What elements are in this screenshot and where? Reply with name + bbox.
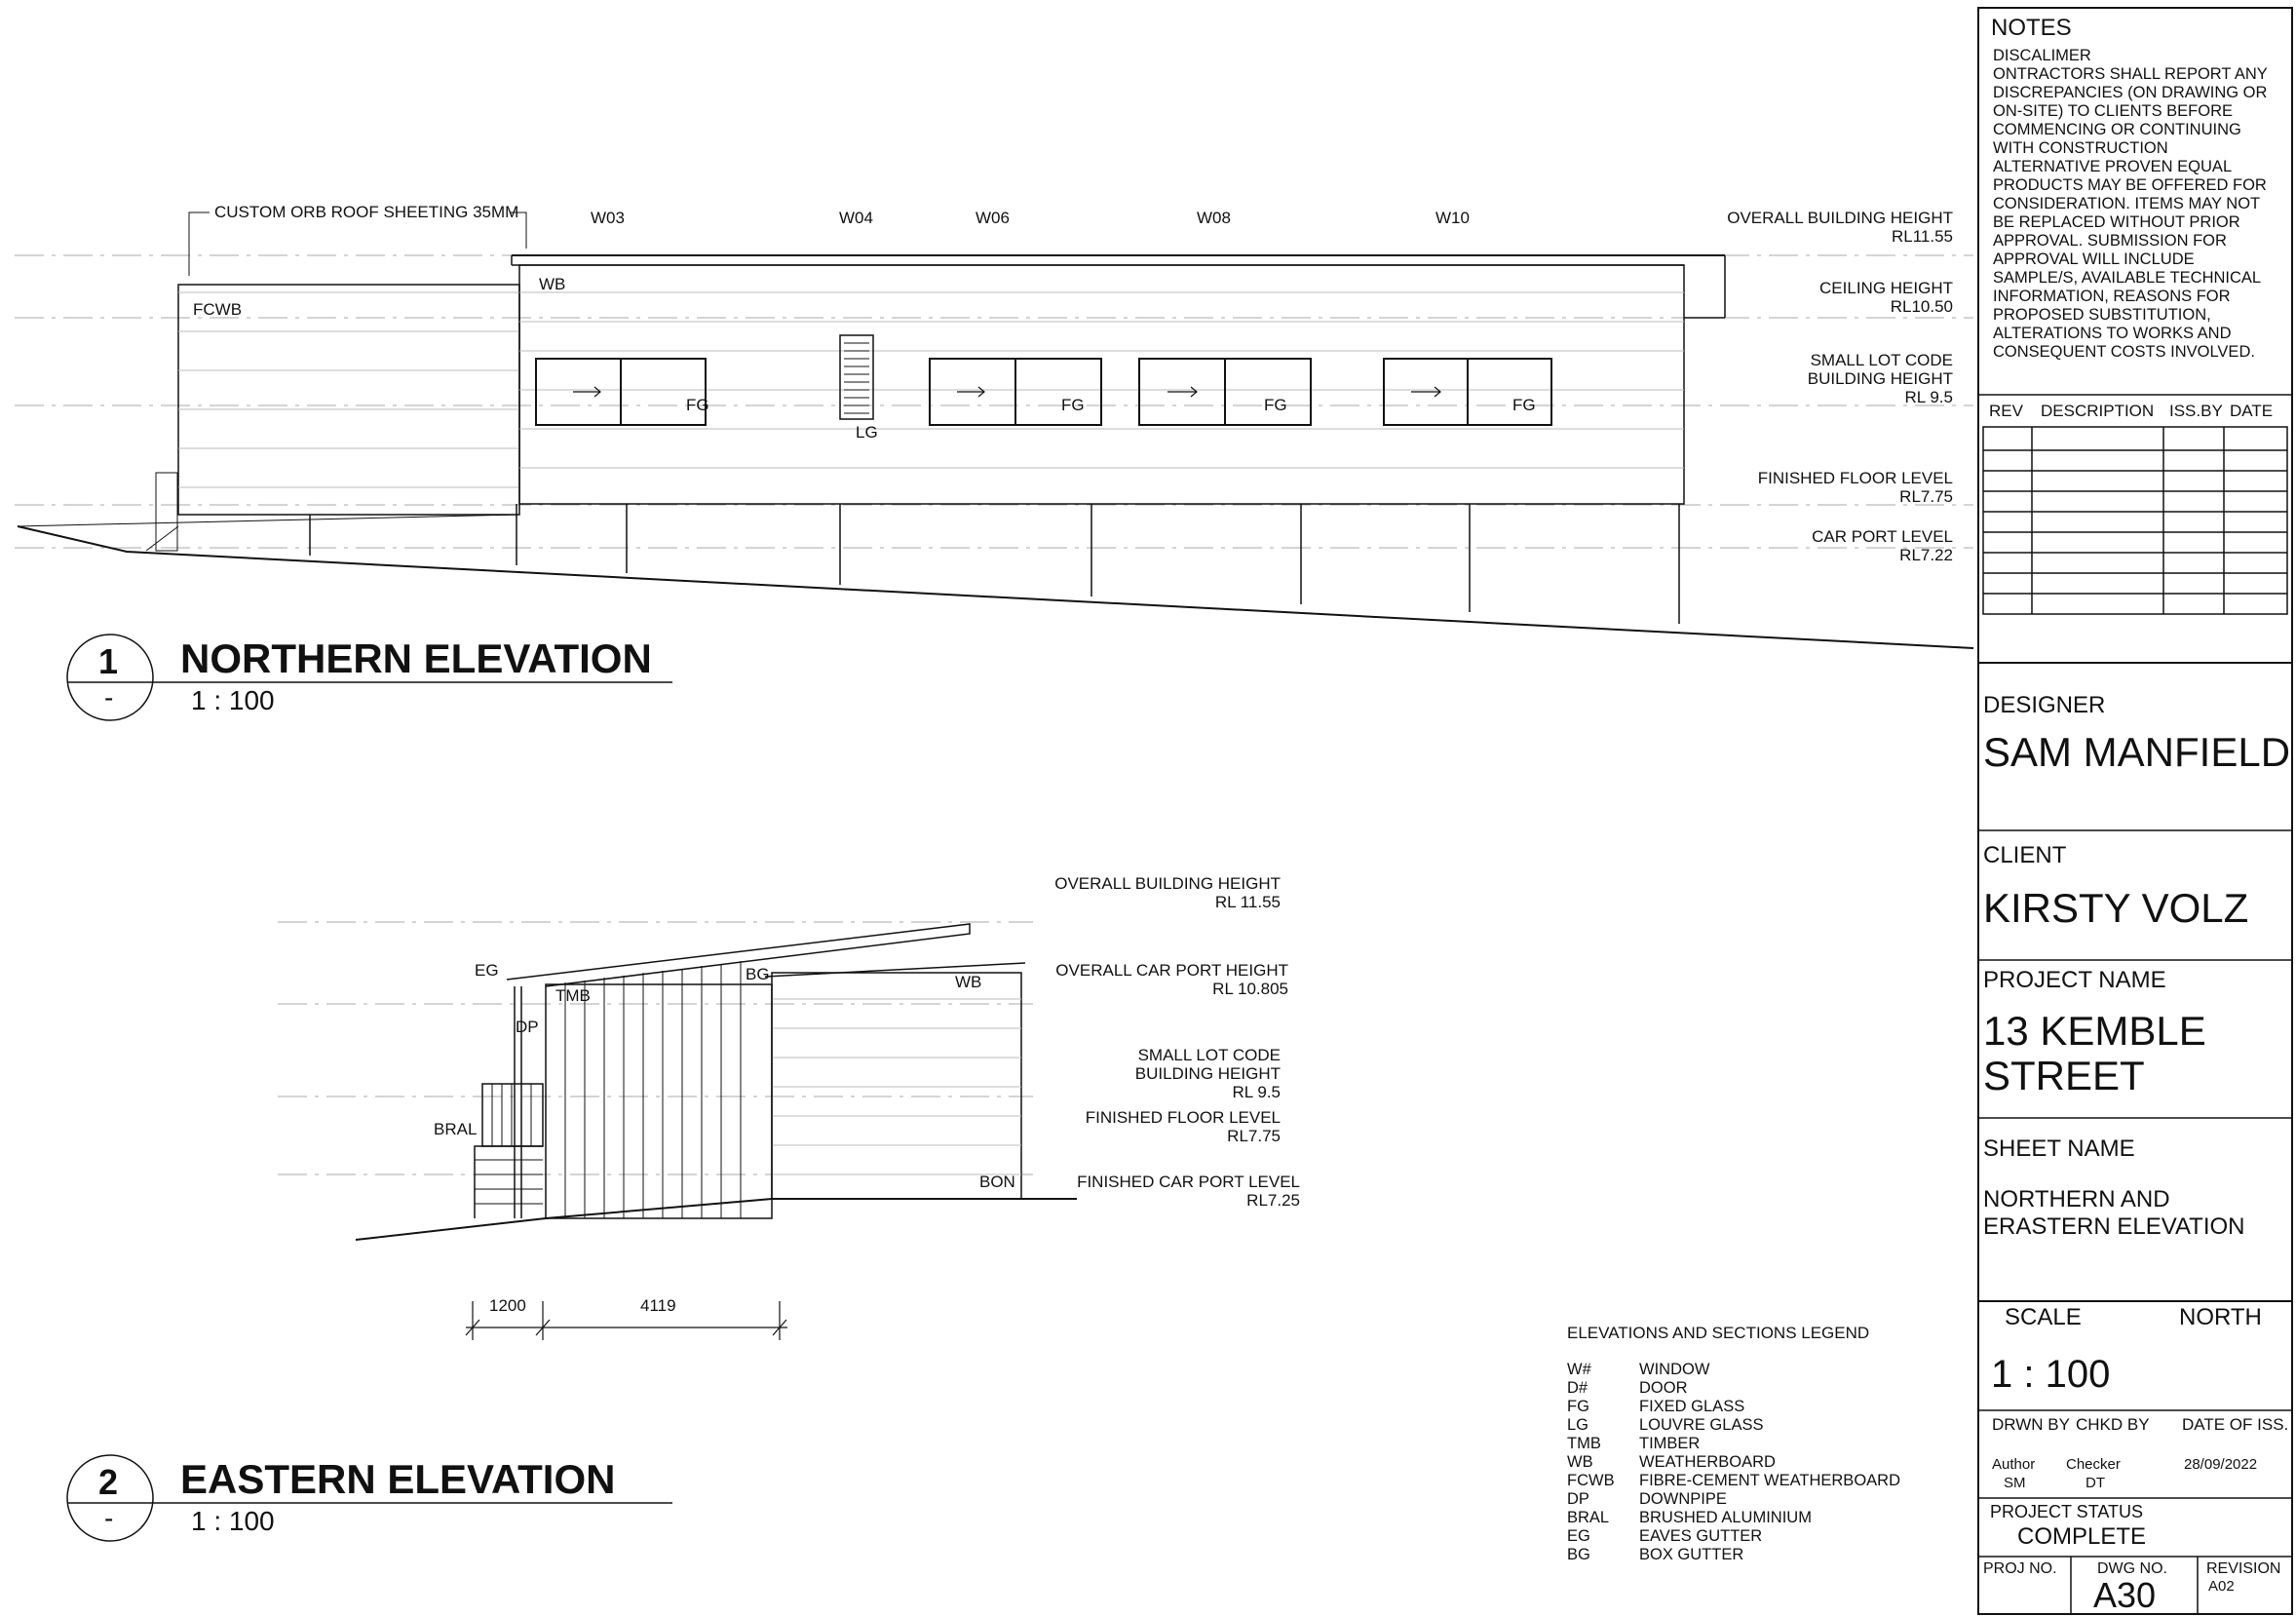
window-tag-w03: W03 (591, 209, 625, 227)
legend-desc: EAVES GUTTER (1639, 1527, 1763, 1545)
checked-by-name: Checker (2066, 1456, 2121, 1473)
tag-bon: BON (979, 1173, 1015, 1191)
elevation-1-scale: 1 : 100 (191, 685, 275, 715)
sheet-name-label: SHEET NAME (1983, 1135, 2135, 1162)
material-tag-fcwb: FCWB (193, 300, 243, 319)
window-tag-w04: W04 (839, 209, 873, 227)
level-small-lot-label-1: SMALL LOT CODE (1810, 351, 1953, 369)
level-ffl-label: FINISHED FLOOR LEVEL (1757, 469, 1953, 487)
east-level-small-lot-label-2: BUILDING HEIGHT (1134, 1064, 1281, 1083)
legend-item (1567, 1435, 1700, 1453)
drawn-by-initials: SM (2004, 1475, 2026, 1491)
client-name: KIRSTY VOLZ (1983, 885, 2249, 931)
elevation-1-title: NORTHERN ELEVATION (180, 635, 652, 681)
legend-desc: BRUSHED ALUMINIUM (1639, 1509, 1812, 1526)
level-overall-label: OVERALL BUILDING HEIGHT (1727, 209, 1953, 227)
scale-value: 1 : 100 (1991, 1353, 2111, 1396)
legend-desc: TIMBER (1639, 1435, 1701, 1452)
level-overall-value: RL11.55 (1891, 227, 1953, 246)
legend-abbr: FCWB (1567, 1472, 1615, 1489)
sheet-name-line-1: NORTHERN AND (1983, 1186, 2170, 1212)
tag-bral: BRAL (434, 1120, 478, 1138)
rev-header-description: DESCRIPTION (2041, 402, 2155, 420)
elevation-2-title: EASTERN ELEVATION (180, 1456, 616, 1502)
project-status: COMPLETE (2017, 1523, 2147, 1550)
material-tag-wb: WB (539, 275, 566, 293)
project-status-label: PROJECT STATUS (1990, 1502, 2144, 1521)
scale-label: SCALE (2005, 1304, 2082, 1330)
elevation-2-scale: 1 : 100 (191, 1506, 275, 1536)
window-tag-w08: W08 (1197, 209, 1231, 227)
level-carport-value: RL7.22 (1899, 546, 1953, 564)
level-small-lot-label-2: BUILDING HEIGHT (1807, 369, 1953, 388)
legend-abbr: W# (1567, 1361, 1591, 1378)
tag-wb: WB (955, 973, 982, 991)
material-tag-fg-1: FG (686, 396, 709, 414)
window-tag-w06: W06 (976, 209, 1010, 227)
legend-desc: BOX GUTTER (1639, 1546, 1744, 1563)
legend-abbr: LG (1567, 1416, 1589, 1434)
notes-heading: NOTES (1991, 15, 2072, 41)
level-carport-label: CAR PORT LEVEL (1812, 527, 1953, 546)
legend-abbr: D# (1567, 1379, 1588, 1397)
dimension-4119: 4119 (640, 1296, 676, 1315)
date-of-issue-label: DATE OF ISS. (2182, 1415, 2289, 1434)
legend-item (1567, 1398, 1744, 1416)
rev-header-date: DATE (2230, 402, 2274, 420)
east-level-carport-height-value: RL 10.805 (1212, 980, 1288, 998)
disclaimer-title: DISCALIMER (1993, 47, 2091, 64)
proj-no-label: PROJ NO. (1983, 1560, 2057, 1577)
legend-abbr: BG (1567, 1546, 1590, 1563)
level-ceiling-label: CEILING HEIGHT (1819, 279, 1953, 297)
project-name-label: PROJECT NAME (1983, 967, 2166, 993)
north-label: NORTH (2179, 1304, 2262, 1330)
designer-label: DESIGNER (1983, 692, 2106, 718)
roof-sheeting-note: CUSTOM ORB ROOF SHEETING 35MM (214, 203, 519, 221)
legend-desc: FIBRE-CEMENT WEATHERBOARD (1639, 1472, 1900, 1489)
window-tag-w10: W10 (1435, 209, 1470, 227)
tag-bg: BG (746, 965, 770, 983)
legend-item (1567, 1546, 1743, 1564)
legend-abbr: WB (1567, 1453, 1593, 1471)
material-tag-fg-3: FG (1264, 396, 1287, 414)
elevation-2-sub: - (104, 1503, 114, 1533)
legend-item (1567, 1490, 1727, 1509)
tag-eg: EG (475, 961, 499, 980)
east-level-ffl-value: RL7.75 (1227, 1127, 1281, 1145)
elevation-1-number: 1 (98, 641, 119, 681)
east-level-overall-value: RL 11.55 (1214, 893, 1281, 911)
east-level-small-lot-label-1: SMALL LOT CODE (1137, 1046, 1281, 1064)
drawn-by-name: Author (1992, 1456, 2036, 1473)
legend-item (1567, 1379, 1688, 1398)
rev-header-rev: REV (1989, 402, 2023, 420)
material-tag-fg-4: FG (1512, 396, 1536, 414)
level-ceiling-value: RL10.50 (1890, 297, 1953, 316)
northern-elevation (15, 212, 1973, 648)
level-ffl-value: RL7.75 (1899, 487, 1953, 506)
legend-abbr: EG (1567, 1527, 1590, 1545)
east-level-ffl-label: FINISHED FLOOR LEVEL (1085, 1108, 1281, 1127)
sheet-name-line-2: ERASTERN ELEVATION (1983, 1213, 2245, 1240)
legend-item (1567, 1361, 1709, 1379)
legend-item (1567, 1527, 1762, 1546)
date-of-issue: 28/09/2022 (2184, 1456, 2258, 1473)
client-label: CLIENT (1983, 842, 2067, 868)
project-name-line-2: STREET (1983, 1053, 2145, 1098)
east-level-carport-label: FINISHED CAR PORT LEVEL (1077, 1173, 1300, 1191)
legend-desc: LOUVRE GLASS (1639, 1416, 1764, 1434)
legend-desc: FIXED GLASS (1639, 1398, 1745, 1415)
east-level-overall-label: OVERALL BUILDING HEIGHT (1054, 874, 1281, 893)
legend-item (1567, 1416, 1763, 1435)
checked-by-label: CHKD BY (2076, 1415, 2150, 1434)
elevation-2-number: 2 (98, 1462, 119, 1502)
legend-abbr: DP (1567, 1490, 1589, 1508)
east-level-carport-value: RL7.25 (1246, 1191, 1300, 1210)
project-name-line-1: 13 KEMBLE (1983, 1008, 2206, 1054)
legend-desc: DOOR (1639, 1379, 1688, 1397)
legend-abbr: FG (1567, 1398, 1589, 1415)
dwg-no: A30 (2093, 1575, 2157, 1615)
level-small-lot-value: RL 9.5 (1904, 388, 1953, 406)
legend-abbr: TMB (1567, 1435, 1601, 1452)
legend-item (1567, 1453, 1776, 1472)
legend-item (1567, 1472, 1900, 1490)
legend-desc: DOWNPIPE (1639, 1490, 1727, 1508)
legend-item (1567, 1509, 1812, 1527)
revision-value: A02 (2208, 1578, 2235, 1595)
east-level-carport-height-label: OVERALL CAR PORT HEIGHT (1055, 961, 1288, 980)
drawn-by-label: DRWN BY (1992, 1415, 2070, 1434)
checked-by-initials: DT (2086, 1475, 2105, 1491)
disclaimer-text: ONTRACTORS SHALL REPORT ANY DISCREPANCIES (ON DRAWING OR ON-SITE) TO CLIENTS BEFORE COMMENCING OR CONTINUING WITH CONSTRUCTION ALTERNATIVE PROVEN EQUAL PRODUCTS MAY BE OFFERED FOR CONSIDERATION. ITEMS MAY NOT BE REPLACED WITHOUT PRIOR APPROVAL. SUBMISSION FOR APPROVAL WILL INCLUDE SAMPLE/S, AVAILABLE TECHNICAL INFORMATION, REASONS FOR PROPOSED SUBSTITUTION, ALTERATIONS TO WORKS AND CONSEQUENT COSTS INVOLVED. (1993, 65, 2268, 361)
legend-desc: WEATHERBOARD (1639, 1453, 1776, 1471)
designer-name: SAM MANFIELD (1983, 729, 2291, 775)
dwg-no-label: DWG NO. (2097, 1560, 2167, 1577)
elevation-1-sub: - (104, 682, 114, 712)
dimension-1200: 1200 (489, 1296, 526, 1315)
legend-title: ELEVATIONS AND SECTIONS LEGEND (1567, 1324, 1870, 1342)
legend-desc: WINDOW (1639, 1361, 1710, 1378)
east-level-small-lot-value: RL 9.5 (1232, 1083, 1281, 1101)
rev-header-issued-by: ISS.BY (2169, 402, 2223, 420)
tag-tmb: TMB (555, 986, 591, 1005)
legend-abbr: BRAL (1567, 1509, 1610, 1526)
material-tag-lg: LG (856, 423, 878, 442)
tag-dp: DP (516, 1018, 539, 1036)
material-tag-fg-2: FG (1061, 396, 1085, 414)
revision-label: REVISION (2206, 1560, 2281, 1577)
